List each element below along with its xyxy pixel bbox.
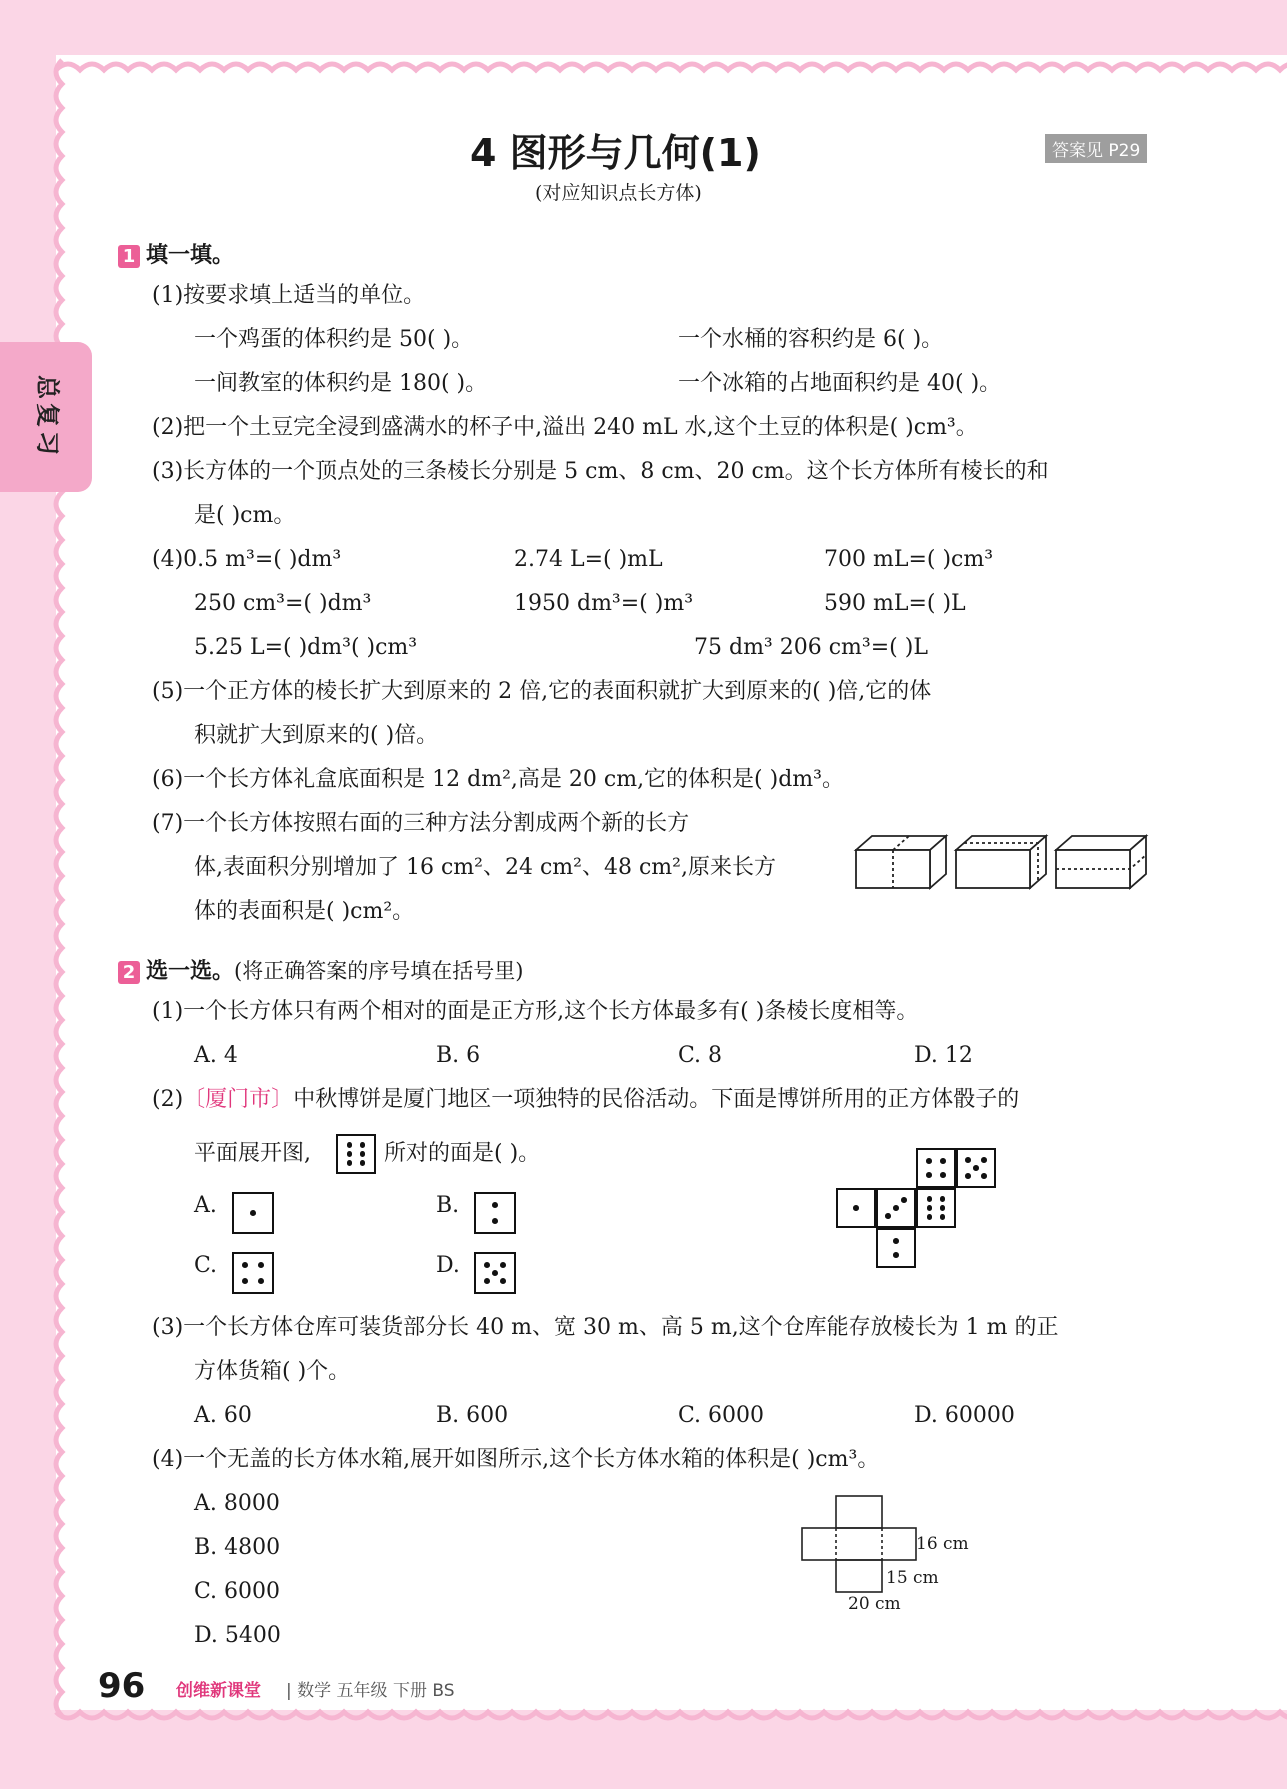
cuboid-horizontal-cut — [1056, 836, 1146, 888]
footer-info: | 数学 五年级 下册 BS — [286, 1681, 455, 1701]
q1-4-a: (4)0.5 m³=( )dm³ — [152, 547, 342, 572]
q1-4-c: 700 mL=( )cm³ — [824, 547, 994, 572]
die-pip — [940, 1205, 946, 1211]
die-pip — [360, 1160, 366, 1166]
cuboid-depth-cut — [956, 836, 1046, 888]
die-pip — [901, 1197, 907, 1203]
die-option-c — [232, 1252, 274, 1294]
die-option-a — [232, 1192, 274, 1234]
footer-brand: 创维新课堂 — [176, 1681, 261, 1701]
q2-2-option-d-label: D. — [436, 1253, 460, 1278]
die-pip — [940, 1172, 946, 1178]
q2-3-text: (3)一个长方体仓库可装货部分长 40 m、宽 30 m、高 5 m,这个仓库能存放棱长为 1 m 的正 — [152, 1315, 1059, 1340]
q1-1-text: (1)按要求填上适当的单位。 — [152, 283, 426, 308]
section-2-title: 选一选。 — [146, 959, 235, 984]
q1-4-e: 1950 dm³=( )m³ — [514, 591, 694, 616]
section-1-title: 填一填。 — [146, 243, 235, 268]
dice-net-face — [956, 1148, 996, 1188]
q2-2-option-c-label: C. — [194, 1253, 218, 1278]
section-2-heading — [118, 954, 523, 985]
q1-4-h: 75 dm³ 206 cm³=( )L — [694, 635, 928, 660]
die-pip — [500, 1262, 506, 1268]
die-pip — [926, 1172, 932, 1178]
die-pip — [347, 1151, 353, 1157]
die-pip — [927, 1214, 933, 1220]
cuboid-cut-figures — [850, 832, 1150, 892]
die-pip — [940, 1196, 946, 1202]
tank-label-width: 15 cm — [886, 1568, 939, 1588]
q2-2-prefix: (2) — [152, 1087, 184, 1112]
q2-1-option-b: B. 6 — [436, 1043, 481, 1068]
q1-1-egg: 一个鸡蛋的体积约是 50( )。 — [194, 327, 474, 352]
answer-reference-badge: 答案见 P29 — [1045, 134, 1147, 163]
dice-net-face — [916, 1148, 956, 1188]
q2-3-option-a: A. 60 — [194, 1403, 252, 1428]
section-1-heading — [118, 238, 234, 269]
die-pip — [242, 1262, 248, 1268]
die-option-d — [474, 1252, 516, 1294]
q1-1-classroom: 一间教室的体积约是 180( )。 — [194, 371, 488, 396]
die-pip — [492, 1202, 498, 1208]
die-pip — [853, 1205, 859, 1211]
die-pip — [973, 1165, 979, 1171]
q2-4-option-d: D. 5400 — [194, 1623, 281, 1648]
q2-3-option-b: B. 600 — [436, 1403, 509, 1428]
dice-net-face — [836, 1188, 876, 1228]
q2-2-region-tag: 〔厦门市〕 — [183, 1087, 294, 1112]
q2-1-option-d: D. 12 — [914, 1043, 973, 1068]
q2-3-option-d: D. 60000 — [914, 1403, 1015, 1428]
q2-2-body: 中秋博饼是厦门地区一项独特的民俗活动。下面是博饼所用的正方体骰子的 — [293, 1087, 1020, 1112]
section-2-note: (将正确答案的序号填在括号里) — [234, 959, 524, 983]
q2-4-text: (4)一个无盖的长方体水箱,展开如图所示,这个长方体水箱的体积是( )cm³。 — [152, 1447, 880, 1472]
die-pip — [484, 1262, 490, 1268]
die-pip — [940, 1214, 946, 1220]
tank-label-height: 16 cm — [916, 1534, 969, 1554]
die-pip — [926, 1158, 932, 1164]
die-pip — [965, 1157, 971, 1163]
q1-4-b: 2.74 L=( )mL — [514, 547, 663, 572]
section-1-number: 1 — [118, 245, 140, 268]
q2-2-text — [152, 1086, 1019, 1114]
q1-7-text-cont: 体,表面积分别增加了 16 cm²、24 cm²、48 cm²,原来长方 — [194, 855, 776, 880]
die-pip — [500, 1278, 506, 1284]
die-pip — [927, 1196, 933, 1202]
q2-2-option-a-label: A. — [194, 1193, 217, 1218]
q1-5-text: (5)一个正方体的棱长扩大到原来的 2 倍,它的表面积就扩大到原来的( )倍,它的体 — [152, 679, 932, 704]
die-option-b — [474, 1192, 516, 1234]
die-pip — [258, 1278, 264, 1284]
q1-1-fridge: 一个冰箱的占地面积约是 40( )。 — [678, 371, 1002, 396]
q2-1-text: (1)一个长方体只有两个相对的面是正方形,这个长方体最多有( )条棱长度相等。 — [152, 999, 919, 1024]
q1-7-text-cont2: 体的表面积是( )cm²。 — [194, 899, 415, 924]
q2-4-option-c: C. 6000 — [194, 1579, 281, 1604]
die-pip — [981, 1173, 987, 1179]
q2-1-option-a: A. 4 — [194, 1043, 238, 1068]
die-six-inline — [336, 1134, 376, 1174]
die-pip — [347, 1142, 353, 1148]
page-number: 96 — [98, 1666, 146, 1706]
q2-2-option-b-label: B. — [436, 1193, 460, 1218]
q2-3-text-cont: 方体货箱( )个。 — [194, 1359, 351, 1384]
q1-4-f: 590 mL=( )L — [824, 591, 966, 616]
die-pip — [250, 1210, 256, 1216]
page-title: 4 图形与几何(1) — [470, 131, 761, 175]
section-2-number: 2 — [118, 961, 140, 984]
q1-7-text: (7)一个长方体按照右面的三种方法分割成两个新的长方 — [152, 811, 690, 836]
side-tab-label: 总复习 — [33, 375, 62, 459]
q2-4-option-b: B. 4800 — [194, 1535, 281, 1560]
page-subtitle: (对应知识点长方体) — [535, 182, 702, 204]
die-pip — [258, 1262, 264, 1268]
tank-label-length: 20 cm — [848, 1594, 901, 1614]
q1-5-text-cont: 积就扩大到原来的( )倍。 — [194, 723, 439, 748]
q2-4-option-a: A. 8000 — [194, 1491, 280, 1516]
q1-3-text: (3)长方体的一个顶点处的三条棱长分别是 5 cm、8 cm、20 cm。这个长方体所有棱长的和 — [152, 459, 1049, 484]
die-pip — [893, 1252, 899, 1258]
dice-net-face — [876, 1228, 916, 1268]
die-pip — [981, 1157, 987, 1163]
die-pip — [492, 1270, 498, 1276]
die-pip — [360, 1142, 366, 1148]
die-pip — [885, 1213, 891, 1219]
q1-2-text: (2)把一个土豆完全浸到盛满水的杯子中,溢出 240 mL 水,这个土豆的体积是( )cm³。 — [152, 415, 978, 440]
q2-3-option-c: C. 6000 — [678, 1403, 765, 1428]
q1-3-text-cont: 是( )cm。 — [194, 503, 296, 528]
q1-4-d: 250 cm³=( )dm³ — [194, 591, 372, 616]
q1-1-bucket: 一个水桶的容积约是 6( )。 — [678, 327, 944, 352]
q2-2-line2a: 平面展开图, — [194, 1141, 311, 1166]
die-pip — [492, 1218, 498, 1224]
q1-6-text: (6)一个长方体礼盒底面积是 12 dm²,高是 20 cm,它的体积是( )dm³。 — [152, 767, 844, 792]
die-pip — [893, 1205, 899, 1211]
dice-net-face — [916, 1188, 956, 1228]
die-pip — [893, 1238, 899, 1244]
die-pip — [927, 1205, 933, 1211]
die-pip — [360, 1151, 366, 1157]
q2-2-line2b: 所对的面是( )。 — [384, 1141, 541, 1166]
q1-4-g: 5.25 L=( )dm³( )cm³ — [194, 635, 418, 660]
die-pip — [484, 1278, 490, 1284]
die-pip — [242, 1278, 248, 1284]
die-pip — [347, 1160, 353, 1166]
die-pip — [940, 1158, 946, 1164]
q2-1-option-c: C. 8 — [678, 1043, 723, 1068]
dice-net-face — [876, 1188, 916, 1228]
side-tab — [0, 342, 92, 492]
cuboid-vertical-cut — [856, 836, 946, 888]
die-pip — [965, 1173, 971, 1179]
